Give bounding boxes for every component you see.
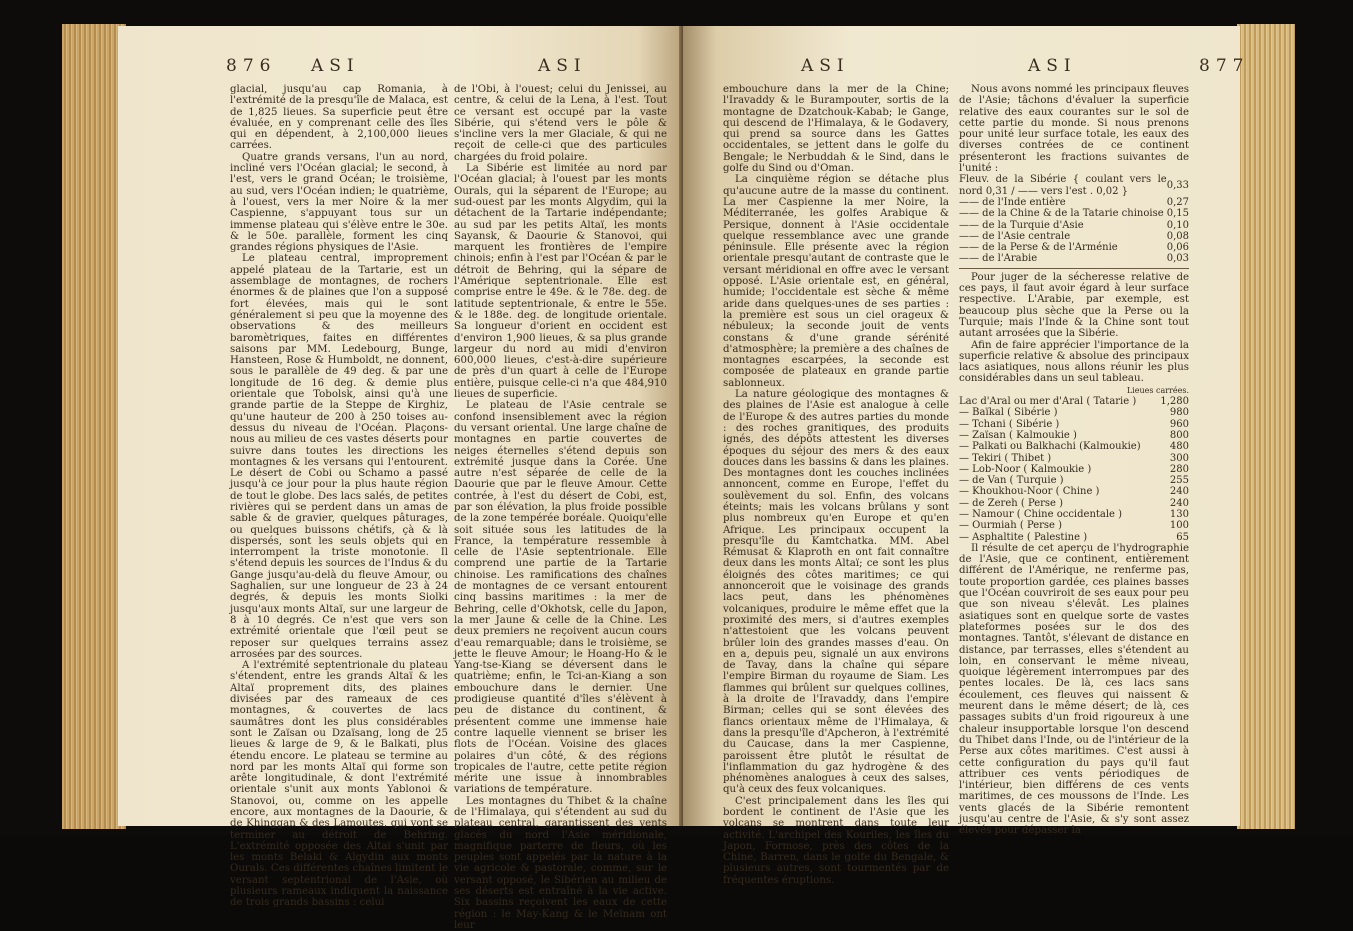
paragraph: Pour juger de la sécheresse relative de ces pays, il faut avoir égard à leur surface respective. L'Arabie, par exemple, est beaucoup plus sèche que la Perse ou la Turquie; mais l'Inde & la Chine sont tout autant arrosées que la Sibérie. <box>959 271 1189 340</box>
lake-name: — Lob-Noor ( Kalmoukie ) <box>959 463 1092 475</box>
lakes-table <box>959 396 1189 543</box>
lake-name: — Tchani ( Sibérie ) <box>959 418 1060 430</box>
table-row <box>959 453 1189 464</box>
table-row <box>959 407 1189 418</box>
table-row <box>959 464 1189 475</box>
table-row <box>959 220 1189 231</box>
paragraph: Les montagnes du Thibet & la chaîne de l'Himalaya, qui s'étendent au sud du plateau central, garantissent des vents glacés du nord l'Asie méridionale, magnifique parterre de fleurs, où les peuples sont appelés par la nature à la vie agricole & pastorale, comme, sur le versant opposé, le Sibérien au milieu de ses déserts est entraîné à la vie active. Six bassins reçoivent les eaux de cette région : le May-Kang & le Meïnam ont leur <box>454 795 667 931</box>
paragraph: La cinquième région se détache plus qu'aucune autre de la masse du continent. La mer Caspienne la mer Noire, la Méditerranée, les golfes Arabique & Persique, donnent à l'Asie occidentale quelque ressemblance avec une grande péninsule. Elle présente avec la région orientale presqu'autant de contraste que le versant méridional en offre avec le versant opposé. L'Asie orientale est, en général, humide; l'occidentale est sèche & même aride dans quelques-unes de ses parties : la première est sous un ciel orageux & nébuleux; la seconde jouit de vents constans & d'une grande sérénité d'atmosphère; la première a des chaînes de montagnes escarpées, la seconde est composée de plateaux en grande partie sablonneux. <box>723 174 949 389</box>
lake-area: 280 <box>1169 463 1189 475</box>
lake-area: 255 <box>1169 475 1189 487</box>
fraction-value: 0,10 <box>1166 219 1189 231</box>
lake-area: 980 <box>1169 407 1189 419</box>
lake-name: — de Zereh ( Perse ) <box>959 497 1064 509</box>
table-row <box>959 441 1189 452</box>
lake-area: 100 <box>1169 520 1189 532</box>
left-running-head-2: ASI <box>538 56 587 76</box>
fraction-label: —— de l'Inde entière <box>959 196 1066 208</box>
paragraph: C'est principalement dans les îles qui bordent le continent de l'Asie que les volcans se montrent dans toute leur activité. L'archipel des Kouriles, les îles du Japon, Formose, près des côtes de la Chine, Barren, dans le golfe du Bengale, & plusieurs autres, sont tourmentés par de fréquentes éruptions. <box>723 795 949 886</box>
lake-name: — de Van ( Turquie ) <box>959 475 1064 487</box>
paragraph: Nous avons nommé les principaux fleuves de l'Asie; tâchons d'évaluer la superficie relative des eaux courantes sur le sol de cette partie du monde. Si nous prenons pour unité leur surface totale, les eaux des diverses contrées de ce continent présenteront les fractions suivantes de l'unité : <box>959 84 1189 175</box>
paragraph: Afin de faire apprécier l'importance de la superficie relative & absolue des principaux lacs asiatiques, nous allons réunir les plus considérables dans un seul tableau. <box>959 339 1189 385</box>
lake-name: — Namour ( Chine occidentale ) <box>959 508 1123 520</box>
right-column-1 <box>723 84 949 886</box>
lake-area: 65 <box>1176 531 1189 543</box>
fraction-value: 0,08 <box>1166 230 1189 242</box>
right-running-head-2: ASI <box>1028 56 1077 76</box>
lake-name: — Ourmiah ( Perse ) <box>959 520 1063 532</box>
lake-name: — Tekiri ( Thibet ) <box>959 452 1052 464</box>
right-page <box>683 26 1250 886</box>
paragraph: A l'extrémité septentrionale du plateau s'étendent, entre les grands Altaï & les Altaï proprement dits, des plaines divisées par des rameaux de ces montagnes, & couvertes de lacs saumâtres dont les plus considérables sont le Zaïsan ou Dzaïsang, long de 25 lieues & large de 9, & le Balkati, plus étendu encore. Le plateau se termine au nord par les monts Altaï qui forme son arête longitudinale, & dont l'extrémité orientale s'unit aux monts Yablonoi & Stanovoi, ou, comme on les appelle encore, aux montagnes de la Daourie, & de Khinggan & des Lamoutes, qui vont se terminer au détroit de Behring. L'extrémité opposée des Altaï s'unit par les monts Belaki & Algydin aux monts Ourals. Ces différentes chaînes limitent le versant septentrional de l'Asie, où plusieurs rameaux indiquent la naissance de trois grands bassins : celui <box>230 660 448 909</box>
paragraph: Il résulte de cet aperçu de l'hydrographie de l'Asie, que ce continent, entièrement différent de l'Amérique, ne renferme pas, toute proportion gardée, ces plaines basses que l'Océan couvriroit de ses eaux pour peu que son niveau s'élevât. Les plaines asiatiques sont en quelque sorte de vastes plateformes posées sur le dos des montagnes. Tantôt, s'élevant de distance en distance, par terrasses, elles s'étendent au loin, en conservant le même niveau, quoique légèrement interrompues par des pentes locales. De là, ces lacs sans écoulement, ces fleuves qui naissent & meurent dans le même désert; de là, ces passages subits d'un froid rigoureux à une chaleur insupportable lorsque l'on descend du Thibet dans l'Inde, ou de l'intérieur de la Perse aux côtes maritimes. C'est aussi à cette configuration du pays qu'il faut attribuer ces vents périodiques de l'intérieur, bien différens de ces vents maritimes, de ces moussons de l'Inde. Les vents glacés de la Sibérie remontent jusqu'au centre de l'Asie, & s'y sont assez élevés pour dépasser la <box>959 542 1189 837</box>
lake-area: 960 <box>1169 418 1189 430</box>
table-row <box>959 532 1189 543</box>
paragraph: glacial, jusqu'au cap Romania, à l'extrémité de la presqu'île de Malaca, est de 1,825 lieues. Sa superficie peut être évaluée, en y comprenant celle des îles qui en dépendent, à 2,100,000 lieues carrées. <box>230 84 448 152</box>
table-row <box>959 396 1189 407</box>
lakes-table-header: Lieues carrées. <box>1126 385 1189 395</box>
paragraph: de l'Obi, à l'ouest; celui du Jenissei, au centre, & celui de la Lena, à l'est. Tout ce versant est occupé par la vaste Sibérie, qui s'étend vers le pôle & s'incline vers la mer Glaciale, & qui ne reçoit de celle-ci que des particules chargées du froid polaire. <box>454 84 667 163</box>
lake-area: 240 <box>1169 486 1189 498</box>
lake-name: — Asphaltite ( Palestine ) <box>959 531 1088 543</box>
table-rule <box>959 268 1189 269</box>
table-row <box>959 475 1189 486</box>
table-row <box>959 520 1189 531</box>
right-column-2 <box>959 84 1189 837</box>
fraction-value: 0,06 <box>1166 242 1189 254</box>
paragraph: La Sibérie est limitée au nord par l'Océan glacial; à l'ouest par les monts Ourals, qui la séparent de l'Europe; au sud-ouest par les monts Algydim, qui la détachent de la Tartarie indépendante; au sud par les petits Altaï, les monts Sayansk, & Daourie & Stanovoi, qui marquent les frontières de l'empire chinois; enfin à l'est par l'Océan & par le détroit de Behring, qui la sépare de l'Amérique septentrionale. Elle est comprise entre le 49e. & le 78e. deg. de latitude septentrionale, & entre le 55e. & le 188e. deg. de longitude orientale. Sa longueur d'orient en occident est d'environ 1,900 lieues, & sa plus grande largeur du nord au midi d'environ 600,000 lieues, c'est-à-dire supérieure de près d'un quart à celle de l'Europe entière, puisque celle-ci n'a que 484,910 lieues de superficie. <box>454 163 667 401</box>
lake-name: — Khoukhou-Noor ( Chine ) <box>959 486 1100 498</box>
fraction-value: 0,03 <box>1166 253 1189 265</box>
paragraph: embouchure dans la mer de la Chine; l'Iravaddy & le Burampouter, sortis de la montagne de Dzatchouk-Kabab; le Gange, qui descend de l'Himalaya, & le Godavery, qui prend sa source dans les Gattes occidentales, se jettent dans le golfe du Bengale; le Nerbuddah & le Sind, dans le golfe du Sind ou d'Oman. <box>723 84 949 175</box>
table-row <box>959 231 1189 242</box>
left-column-1 <box>230 84 448 909</box>
table-row <box>959 208 1189 219</box>
table-row <box>959 486 1189 497</box>
fraction-label: —— de la Turquie d'Asie <box>959 219 1084 231</box>
lake-area: 480 <box>1169 441 1189 453</box>
right-page-number: 877 <box>1199 56 1250 76</box>
paragraph: Le plateau de l'Asie centrale se confond insensiblement avec la région du versant oriental. Une large chaîne de montagnes en partie couvertes de neiges éternelles s'étend depuis son extrémité jusque dans la Corée. Une autre n'est séparée de celle de la Daourie que par le fleuve Amour. Cette contrée, à l'est du désert de Cobi, est, par son élévation, la plus froide possible de la zone tempérée boréale. Quoiqu'elle soit située sous les latitudes de la France, la température ressemble à celle de l'Asie septentrionale. Elle comprend une partie de la Tartarie chinoise. Les ramifications des chaînes de montagnes de ce versant entourent cinq bassins maritimes : la mer de Behring, celle d'Okhotsk, celle du Japon, la mer Jaune & celle de la Chine. Les deux premiers ne reçoivent aucun cours d'eau remarquable; dans le troisième, se jette le fleuve Amour; le Hoang-Ho & le Yang-tse-Kiang se déversent dans le quatrième; enfin, le Tci-an-Kiang a son embouchure dans le dernier. Une prodigieuse quantité d'îles s'élèvent à peu de distance du continent, & présentent comme une immense haie contre laquelle viennent se briser les flots de l'Océan. Voisine des glaces polaires d'un côté, & des régions tropicales de l'autre, cette petite région mérite une issue à innombrables variations de température. <box>454 400 667 796</box>
lake-name: Lac d'Aral ou mer d'Aral ( Tatarie ) <box>959 396 1137 408</box>
lake-area: 240 <box>1169 497 1189 509</box>
left-running-head-1: ASI <box>311 56 360 76</box>
fraction-label: —— de la Chine & de la Tatarie chinoise <box>959 208 1164 220</box>
lake-name: — Zaïsan ( Kalmoukie ) <box>959 429 1077 441</box>
lake-area: 300 <box>1169 452 1189 464</box>
table-row <box>959 430 1189 441</box>
right-running-head-1: ASI <box>801 56 850 76</box>
paragraph: Le plateau central, improprement appelé plateau de la Tartarie, est un assemblage de montagnes, de rochers énormes & de plaines que l'on a supposé fort élevées, mais qui le sont généralement si peu que la moyenne des observations & des meilleurs baromètriques, faites en différentes saisons par MM. Ledebourg, Bunge, Hansteen, Rose & Humboldt, ne donnent, sous le parallèle de 49 deg. & par une longitude de 16 deg. & demie plus orientale que Tobolsk, ainsi qu'à une grande partie de la Steppe de Kirghiz, qu'une hauteur de 200 à 250 toises au-dessus du niveau de l'Océan. Plaçons-nous au milieu de ces vastes déserts pour suivre dans toutes les directions les montagnes & les versans qui l'entourent. Le désert de Cobi ou Schamo a passé jusqu'à ce jour pour la plus haute région de tout le globe. Des lacs salés, de petites rivières qui se perdent dans un amas de sable & de gravier, quelques pâturages, ou quelques buissons chétifs, çà & là dispersés, sont les seuls objets qui en interrompent la triste monotonie. Il s'étend depuis les sources de l'Indus & du Gange jusqu'au-delà du fleuve Amour, ou Saghalien, sur une longueur de 23 à 24 degrés, & depuis les monts Siolki jusqu'aux monts Altaï, sur une largeur de 8 à 10 degrés. Ce n'est que vers son extrémité orientale que l'œil peut se reposer sur quelques terrains assez arrosées par des sources. <box>230 253 448 660</box>
fraction-value: 0,33 <box>1166 180 1189 192</box>
table-row <box>959 197 1189 208</box>
lake-name: — Baïkal ( Sibérie ) <box>959 407 1058 419</box>
fraction-value: 0,27 <box>1166 196 1189 208</box>
table-row <box>959 253 1189 264</box>
lake-area: 130 <box>1169 508 1189 520</box>
left-page-number: 876 <box>226 56 277 76</box>
fraction-label: —— de l'Arabie <box>959 253 1038 265</box>
table-row <box>959 509 1189 520</box>
fraction-label: —— de la Perse & de l'Arménie <box>959 242 1118 254</box>
left-column-2 <box>454 84 667 931</box>
fraction-value: 0,15 <box>1166 208 1189 220</box>
page-edges-right <box>1237 24 1295 829</box>
page-edges-left <box>62 24 126 829</box>
table-row <box>959 498 1189 509</box>
fractions-table <box>959 174 1189 264</box>
left-page <box>118 26 683 931</box>
lake-name: — Palkati ou Balkhachi (Kalmoukie) <box>959 441 1141 453</box>
paragraph: Quatre grands versans, l'un au nord, incliné vers l'Océan glacial; le second, à l'est, vers le grand Océan; le troisième, au sud, vers l'Océan indien; le quatrième, à l'ouest, vers la mer Noire & la mer Caspienne, s'appuyant tous sur un immense plateau qui s'élève entre le 30e. & le 50e. parallèle, forment les cinq grandes régions physiques de l'Asie. <box>230 151 448 254</box>
lake-area: 800 <box>1169 429 1189 441</box>
paragraph: La nature géologique des montagnes & des plaines de l'Asie est analogue à celle de l'Europe & des autres parties du monde : des roches granitiques, des produits ignés, des dépôts attestent les diverses époques du séjour des mers & des eaux douces dans les bassins & dans les plaines. Des montagnes dont les couches inclinées annoncent, comme en Europe, l'effet du soulèvement du sol. Enfin, des volcans éteints; mais les volcans brûlans y sont plus nombreux qu'en Europe et qu'en Afrique. Les principaux occupent la presqu'île du Kamtchatka. MM. Abel Rémusat & Klaproth en ont fait connaître deux dans les monts Altaï; ce sont les plus éloignés des côtes maritimes; ce qui annonceroit que le voisinage des grands lacs peut, dans les phénomènes volcaniques, produire le même effet que la proximité des mers, si d'autres exemples n'attestoient que les volcans peuvent brûler loin des grandes masses d'eau. On en a, depuis peu, signalé un aux environs de Tavay, dans la chaîne qui sépare l'empire Birman du royaume de Siam. Les flammes qui brûlent sur quelques collines, à la droite de l'Iravaddy, dans l'empire Birman; celles qui se sont élevées des flancs orientaux même de l'Himalaya, & dans la presqu'île d'Apcheron, à l'extrémité du Caucase, dans la mer Caspienne, paroissent être plutôt le résultat de l'inflammation du gaz hydrogène & des phénomènes analogues à ceux des salses, qu'à ceux des feux volcaniques. <box>723 389 949 796</box>
table-row <box>959 419 1189 430</box>
fraction-label: Fleuv. de la Sibérie { coulant vers le nord 0,31 / —— vers l'est . 0,02 } <box>959 174 1167 197</box>
lake-area: 1,280 <box>1160 396 1189 408</box>
fraction-label: —— de l'Asie centrale <box>959 230 1071 242</box>
table-row <box>959 242 1189 253</box>
table-row <box>959 174 1189 197</box>
